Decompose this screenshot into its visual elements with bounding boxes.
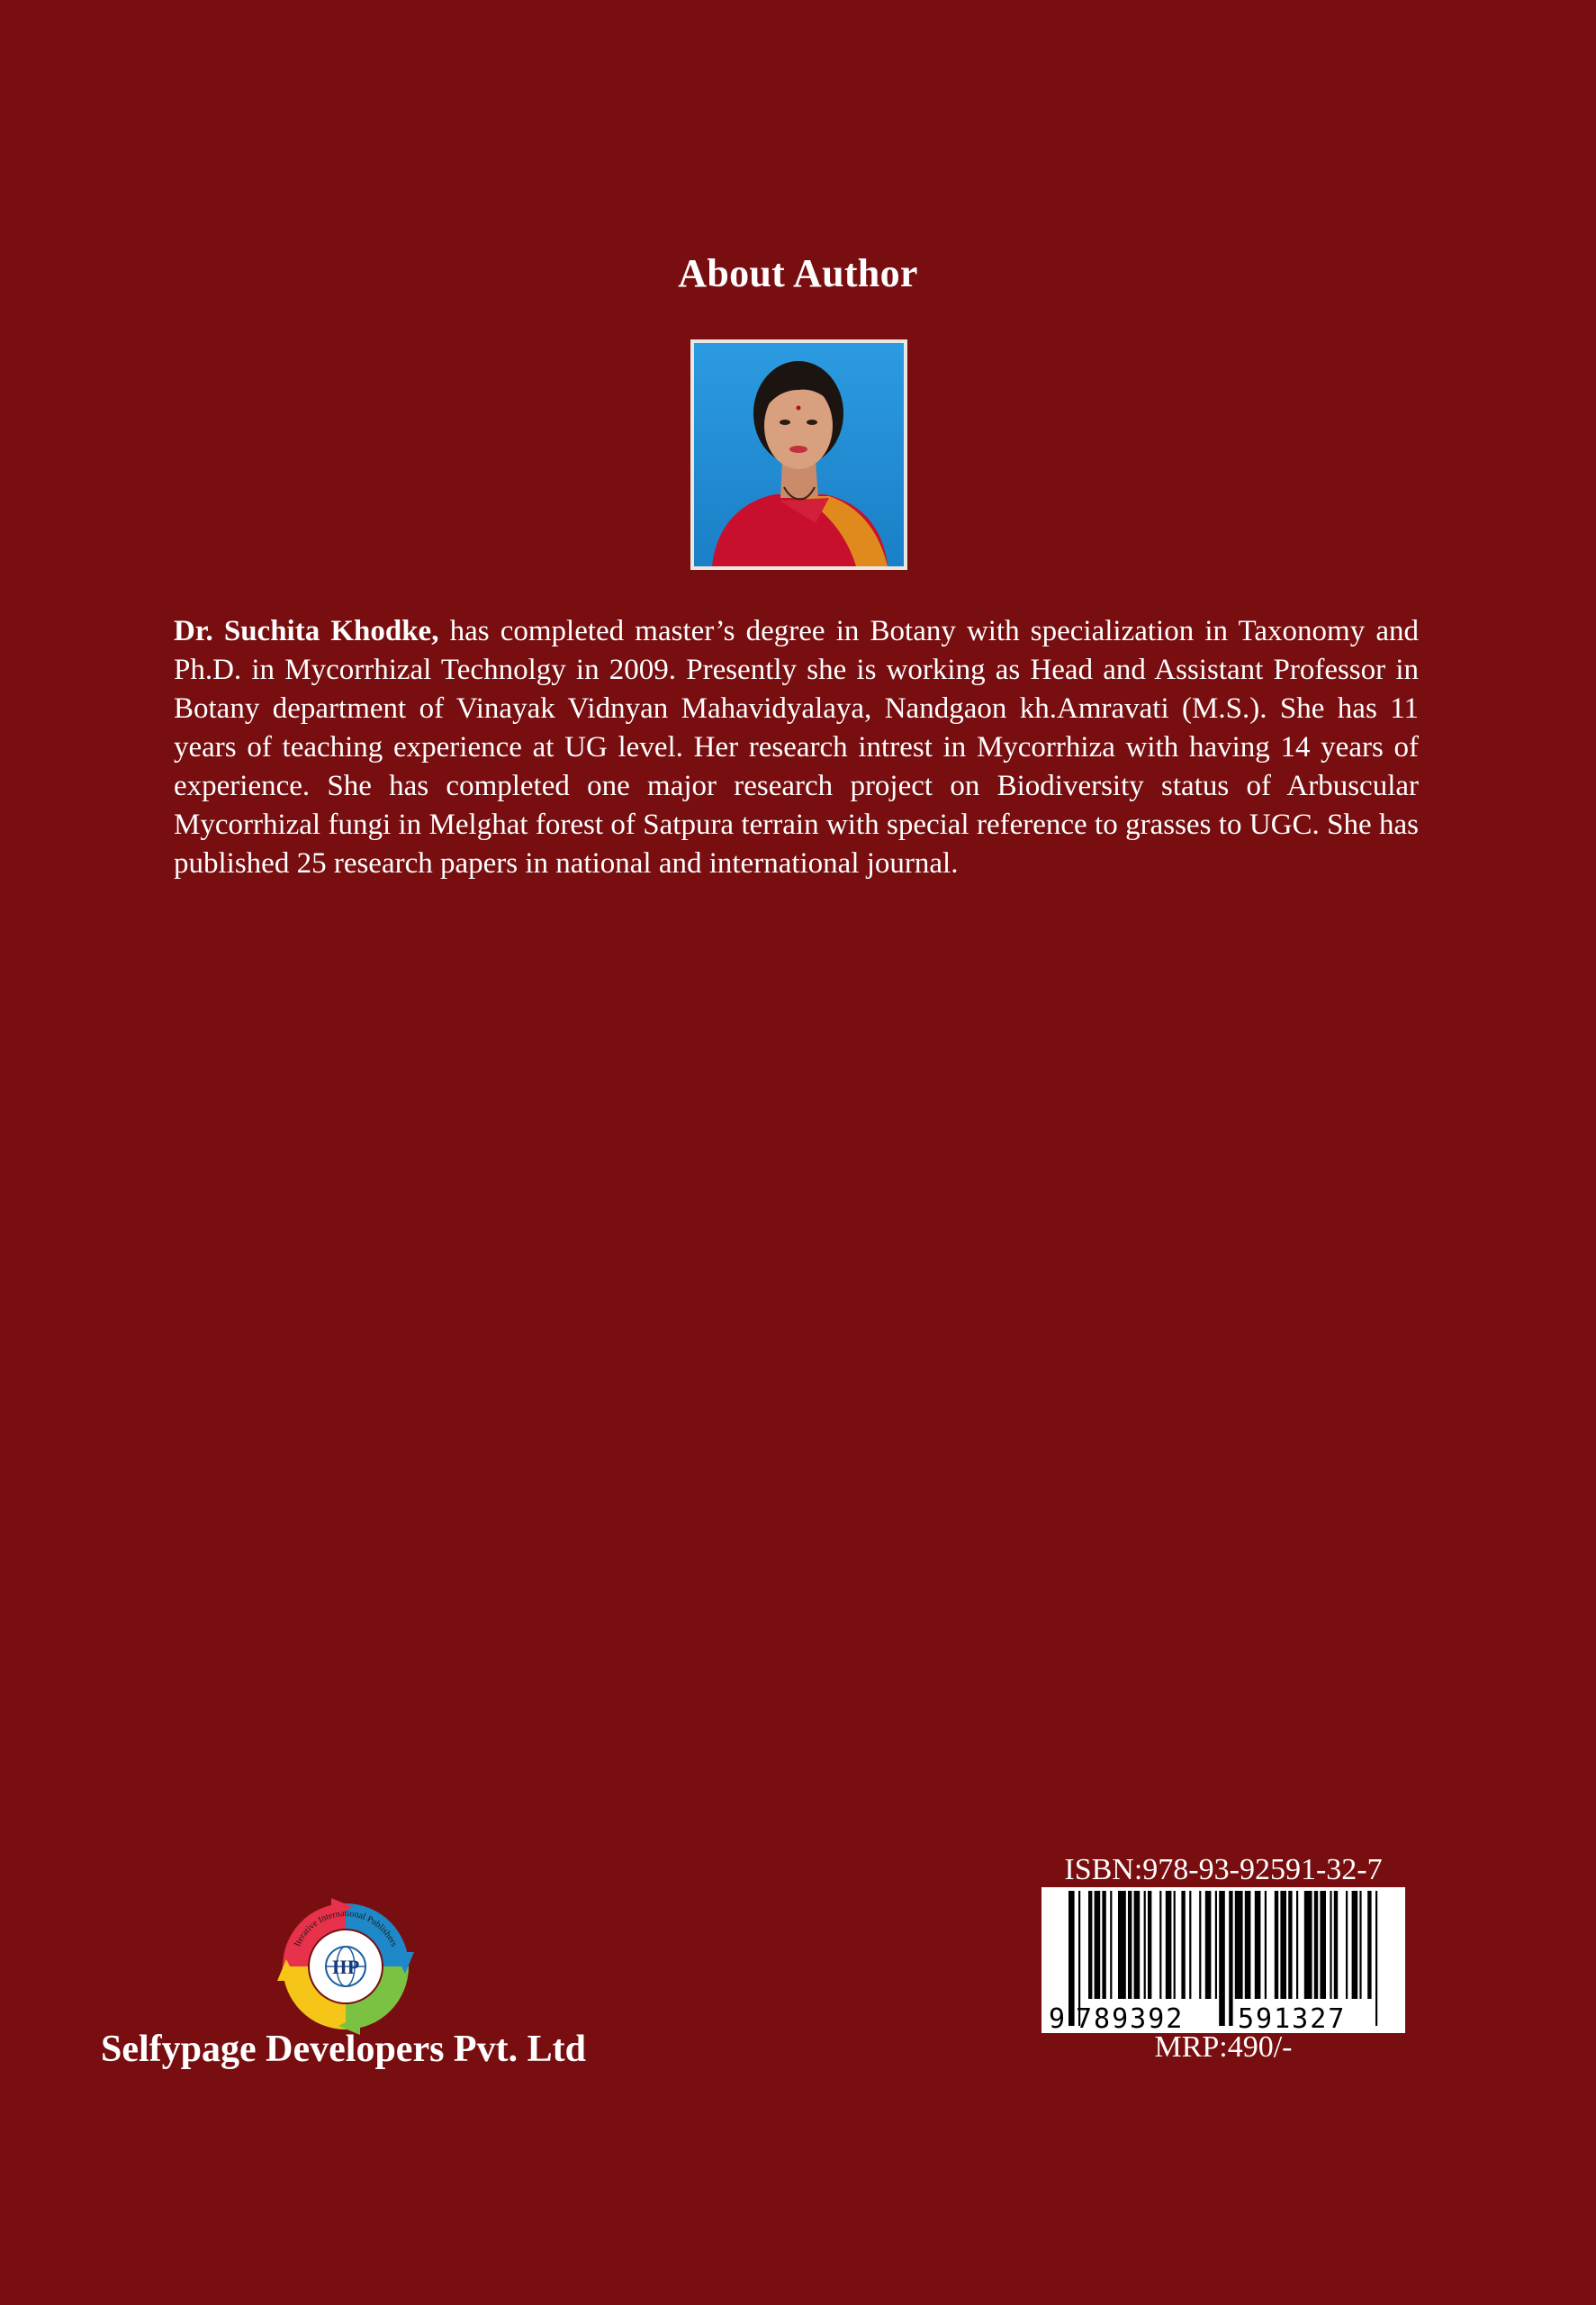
barcode-bar <box>1118 1891 1126 1999</box>
barcode-bar <box>1199 1891 1201 1999</box>
barcode-bar <box>1320 1891 1326 1999</box>
barcode-bar <box>1235 1891 1243 1999</box>
author-bio-text: has completed master’s degree in Botany with specialization in Taxonomy and Ph.D. in Mycorrhizal Technolgy in 2009. Presently she is working as Head and Assistant Professor in Botany department of Vinayak Vidnyan Mahavidyalaya, Nandgaon kh.Amravati (M.S.). She has 11 years of teaching experience at UG level. Her research intrest in Mycorrhiza with having 14 years of experience. She has completed one major research project on Biodiversity status of Arbuscular Mycorrhizal fungi in Melghat forest of Satpura terrain with special reference to grasses to UGC. She has published 25 research papers in national and international journal. <box>174 615 1419 880</box>
barcode-bar <box>1288 1891 1292 1999</box>
about-author-heading: About Author <box>678 251 918 295</box>
barcode-bar <box>1265 1891 1267 1999</box>
barcode-bar <box>1346 1891 1348 1999</box>
publisher-name: Selfypage Developers Pvt. Ltd <box>101 2029 586 2070</box>
barcode-bar <box>1245 1891 1251 1999</box>
author-photo <box>690 339 907 570</box>
barcode-digit-left: 9 <box>1049 2003 1066 2033</box>
barcode-bar <box>1069 1891 1075 2026</box>
author-bio-paragraph <box>174 612 1419 883</box>
barcode-bar <box>1375 1891 1377 2026</box>
barcode-bar <box>1330 1891 1331 1999</box>
author-name: Dr. Suchita Khodke, <box>174 615 439 647</box>
barcode-bar <box>1144 1891 1146 1999</box>
barcode-digits-middle: 789392 <box>1076 2003 1185 2033</box>
barcode-bar <box>1352 1891 1358 1999</box>
barcode-bar <box>1215 1891 1217 1999</box>
isbn-barcode <box>1041 1887 1405 2033</box>
barcode-bar <box>1304 1891 1312 1999</box>
barcode-bar <box>1159 1891 1161 1999</box>
barcode-bar <box>1205 1891 1212 1999</box>
svg-text:IIP: IIP <box>331 1956 360 1978</box>
barcode-bar <box>1148 1891 1151 1999</box>
barcode-bar <box>1102 1891 1105 1999</box>
mrp-price: MRP:490/- <box>1154 2030 1293 2064</box>
publisher-logo <box>277 1898 414 2035</box>
barcode-bar <box>1275 1891 1278 1999</box>
isbn-number: ISBN:978-93-92591-32-7 <box>1064 1853 1383 1886</box>
barcode-bar <box>1128 1891 1132 1999</box>
barcode-bar <box>1166 1891 1172 1999</box>
barcode-bar <box>1189 1891 1191 1999</box>
barcode-bar <box>1229 1891 1232 2026</box>
barcode-icon <box>1041 1887 1405 2033</box>
barcode-bar <box>1095 1891 1101 1999</box>
barcode-bar <box>1174 1891 1176 1999</box>
barcode-bar <box>1255 1891 1261 1999</box>
barcode-bar <box>1088 1891 1092 1999</box>
barcode-bar <box>1219 1891 1225 2026</box>
barcode-bar <box>1314 1891 1318 1999</box>
barcode-bar <box>1134 1891 1141 1999</box>
barcode-bar <box>1334 1891 1338 1999</box>
barcode-bar <box>1280 1891 1286 1999</box>
barcode-bar <box>1359 1891 1361 1999</box>
barcode-digits-right: 591327 <box>1238 2003 1347 2033</box>
author-portrait-icon <box>694 343 904 566</box>
barcode-bar <box>1110 1891 1112 1999</box>
barcode-bar <box>1296 1891 1298 1999</box>
svg-text:Iterative International Publis: Iterative International Publishers <box>293 1908 399 1948</box>
barcode-bar <box>1181 1891 1185 1999</box>
barcode-bar <box>1367 1891 1371 1999</box>
publisher-logo-icon <box>277 1898 414 2035</box>
